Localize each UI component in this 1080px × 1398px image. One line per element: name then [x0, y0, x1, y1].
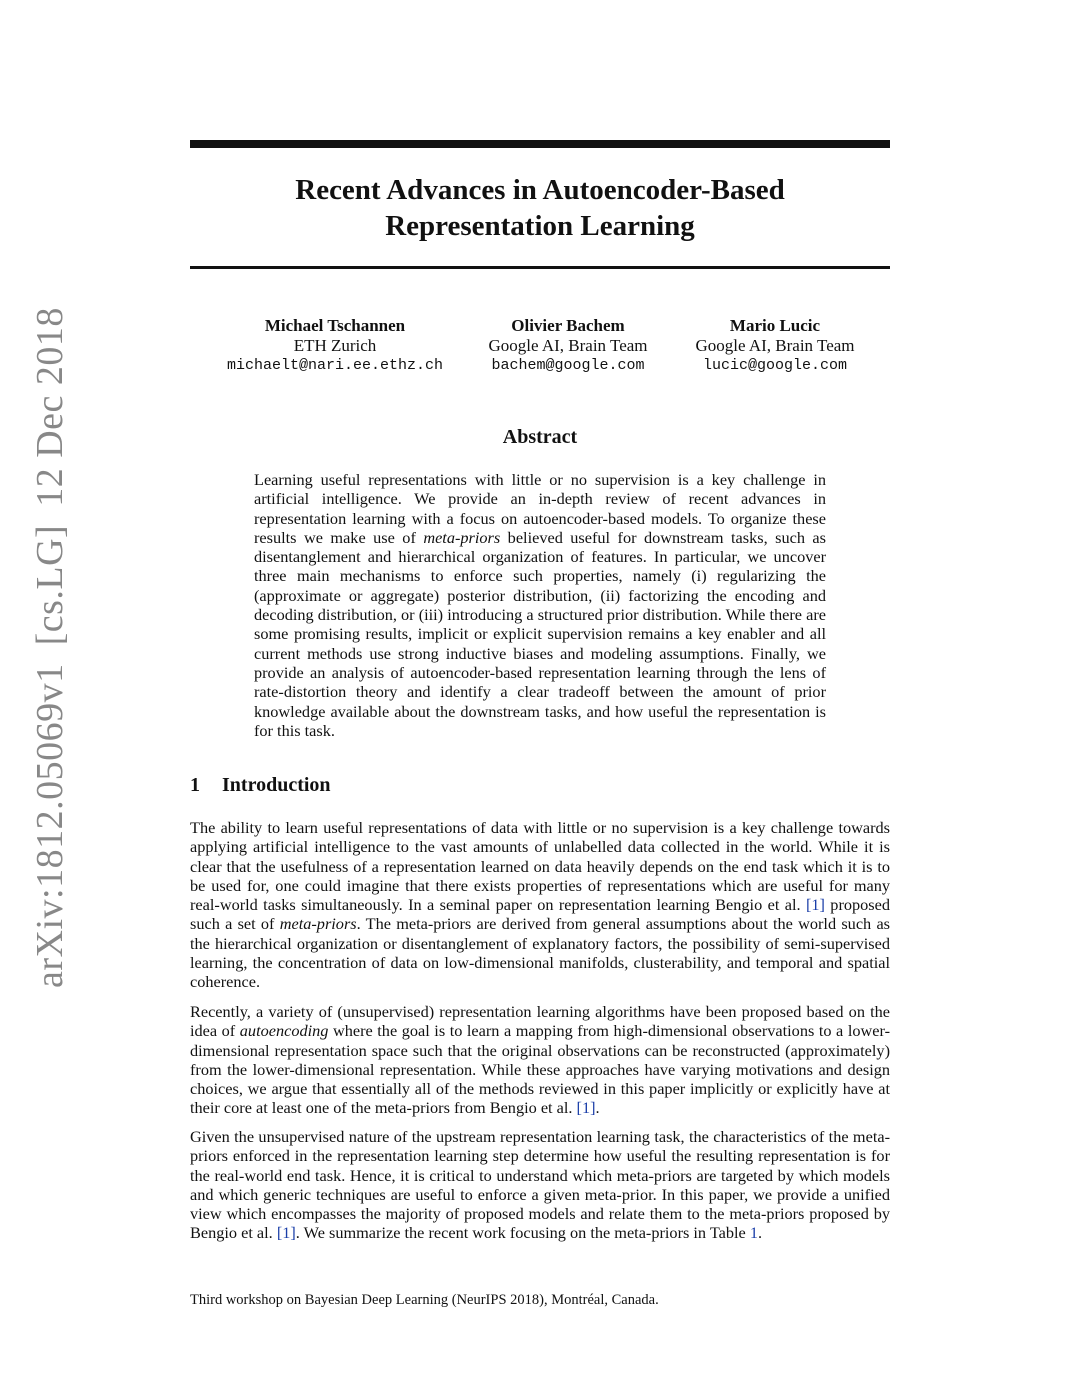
- footer-venue-note: Third workshop on Bayesian Deep Learning (NeurIPS 2018), Montréal, Canada.: [190, 1292, 659, 1308]
- arxiv-date: 12 Dec 2018: [29, 307, 71, 507]
- author-email: lucic@google.com: [702, 357, 848, 374]
- author-email: michaelt@nari.ee.ethz.ch: [226, 357, 444, 374]
- author-affiliation: ETH Zurich: [293, 336, 377, 355]
- abstract-text-part: believed useful for downstream tasks, such as disentanglement and hierarchical organization of features. In particular, we uncover three main mechanisms to enforce such properties, namely (i) regularizing the (approximate or aggregate) posterior distribution, (ii) factorizing the encoding and decoding distribution, or (iii) introducing a structured prior distribution. While there are some promising results, implicit or explicit supervision remains a key enabler and all current methods use strong inductive biases and modeling assumptions. Finally, we provide an analysis of autoencoder-based representation learning through the lens of rate-distortion theory and identify a clear tradeoff between the amount of prior knowledge available about the downstream tasks, and how useful the representation is for this task.: [254, 527, 826, 740]
- title-line-1: Recent Advances in Autoencoder-Based: [295, 174, 785, 206]
- abstract-text: [254, 470, 826, 740]
- intro-paragraph-1: [190, 818, 890, 992]
- paragraph-text: proposed such a set of: [190, 895, 890, 934]
- author-name: Michael Tschannen: [264, 316, 406, 335]
- paragraph-text: Given the unsupervised nature of the upstream representation learning task, the characteristics of the meta-priors enforced in the representation learning step determine how useful the resulting representation is for the real-world end task. Hence, it is critical to understand which meta-priors are targeted by which models and which generic techniques are useful to enforce a given meta-prior. In this paper, we provide a unified view which encompasses the majority of proposed models and relate them to the meta-priors proposed by Bengio et al.: [190, 1127, 890, 1243]
- author-name: Olivier Bachem: [511, 316, 625, 335]
- author-block: [190, 316, 890, 386]
- author-affiliation: Google AI, Brain Team: [695, 336, 855, 355]
- abstract-emphasis: meta-priors: [423, 527, 501, 547]
- title-bottom-rule: [190, 266, 890, 269]
- section-heading-introduction: [190, 774, 331, 797]
- title-line-2: Representation Learning: [385, 210, 695, 242]
- table-reference-link[interactable]: 1: [749, 1223, 758, 1243]
- author-3: [675, 316, 875, 376]
- abstract-text-part: Learning useful representations with little or no supervision is a key challenge in artificial intelligence. We provide an in-depth review of recent advances in representation learning with a focus on autoencoder-based models. To organize these results we make use of: [254, 470, 826, 547]
- paragraph-text: where the goal is to learn a mapping from high-dimensional observations to a lower-dimensional representation space such that the original observations can be reconstructed (approximately) from the lower-dimensional representation. While these approaches have varying motivations and design choices, we argue that essentially all of the methods reviewed in this paper implicitly or explicitly have at their core at least one of the meta-priors from Bengio et al.: [190, 1021, 890, 1118]
- paper-title: [190, 172, 890, 244]
- paragraph-text: Recently, a variety of (unsupervised) representation learning algorithms have been proposed based on the idea of: [190, 1002, 890, 1041]
- paragraph-text: The ability to learn useful representations of data with little or no supervision is a key challenge towards applying artificial intelligence to the vast amounts of unlabelled data collected in the world. While it is clear that the usefulness of a representation learned on data heavily depends on the end task which it is to be used for, one could imagine that there exists properties of representations which are useful for many real-world tasks simultaneously. In a seminal paper on representation learning Bengio et al.: [190, 818, 890, 915]
- paragraph-emphasis: autoencoding: [239, 1021, 329, 1041]
- intro-paragraph-2: [190, 1002, 890, 1118]
- citation-link[interactable]: [1]: [805, 895, 825, 915]
- abstract-heading: Abstract: [502, 426, 578, 448]
- paragraph-emphasis: meta-priors: [279, 914, 357, 934]
- citation-link[interactable]: [1]: [576, 1098, 596, 1118]
- author-email: bachem@google.com: [491, 357, 645, 374]
- section-number: 1: [190, 774, 200, 796]
- section-title: Introduction: [222, 774, 331, 796]
- author-2: [458, 316, 678, 376]
- author-affiliation: Google AI, Brain Team: [488, 336, 648, 355]
- arxiv-side-stamp: [28, 289, 72, 988]
- author-name: Mario Lucic: [729, 316, 821, 335]
- paragraph-text: . We summarize the recent work focusing on the meta-priors in Table: [295, 1223, 750, 1243]
- paragraph-text: .: [595, 1098, 600, 1118]
- paragraph-text: . The meta-priors are derived from general assumptions about the world such as the hierarchical organization or disentanglement of explanatory factors, the possibility of semi-supervised learning, the concentration of data on low-dimensional manifolds, clusterability, and temporal and spatial coherence.: [190, 914, 891, 992]
- intro-paragraph-3: [190, 1127, 890, 1243]
- author-1: [210, 316, 460, 376]
- citation-link[interactable]: [1]: [276, 1223, 296, 1243]
- paragraph-text: .: [757, 1223, 763, 1243]
- title-top-rule: [190, 140, 890, 148]
- arxiv-id: arXiv:1812.05069v1: [29, 663, 71, 988]
- arxiv-category: [cs.LG]: [29, 524, 71, 646]
